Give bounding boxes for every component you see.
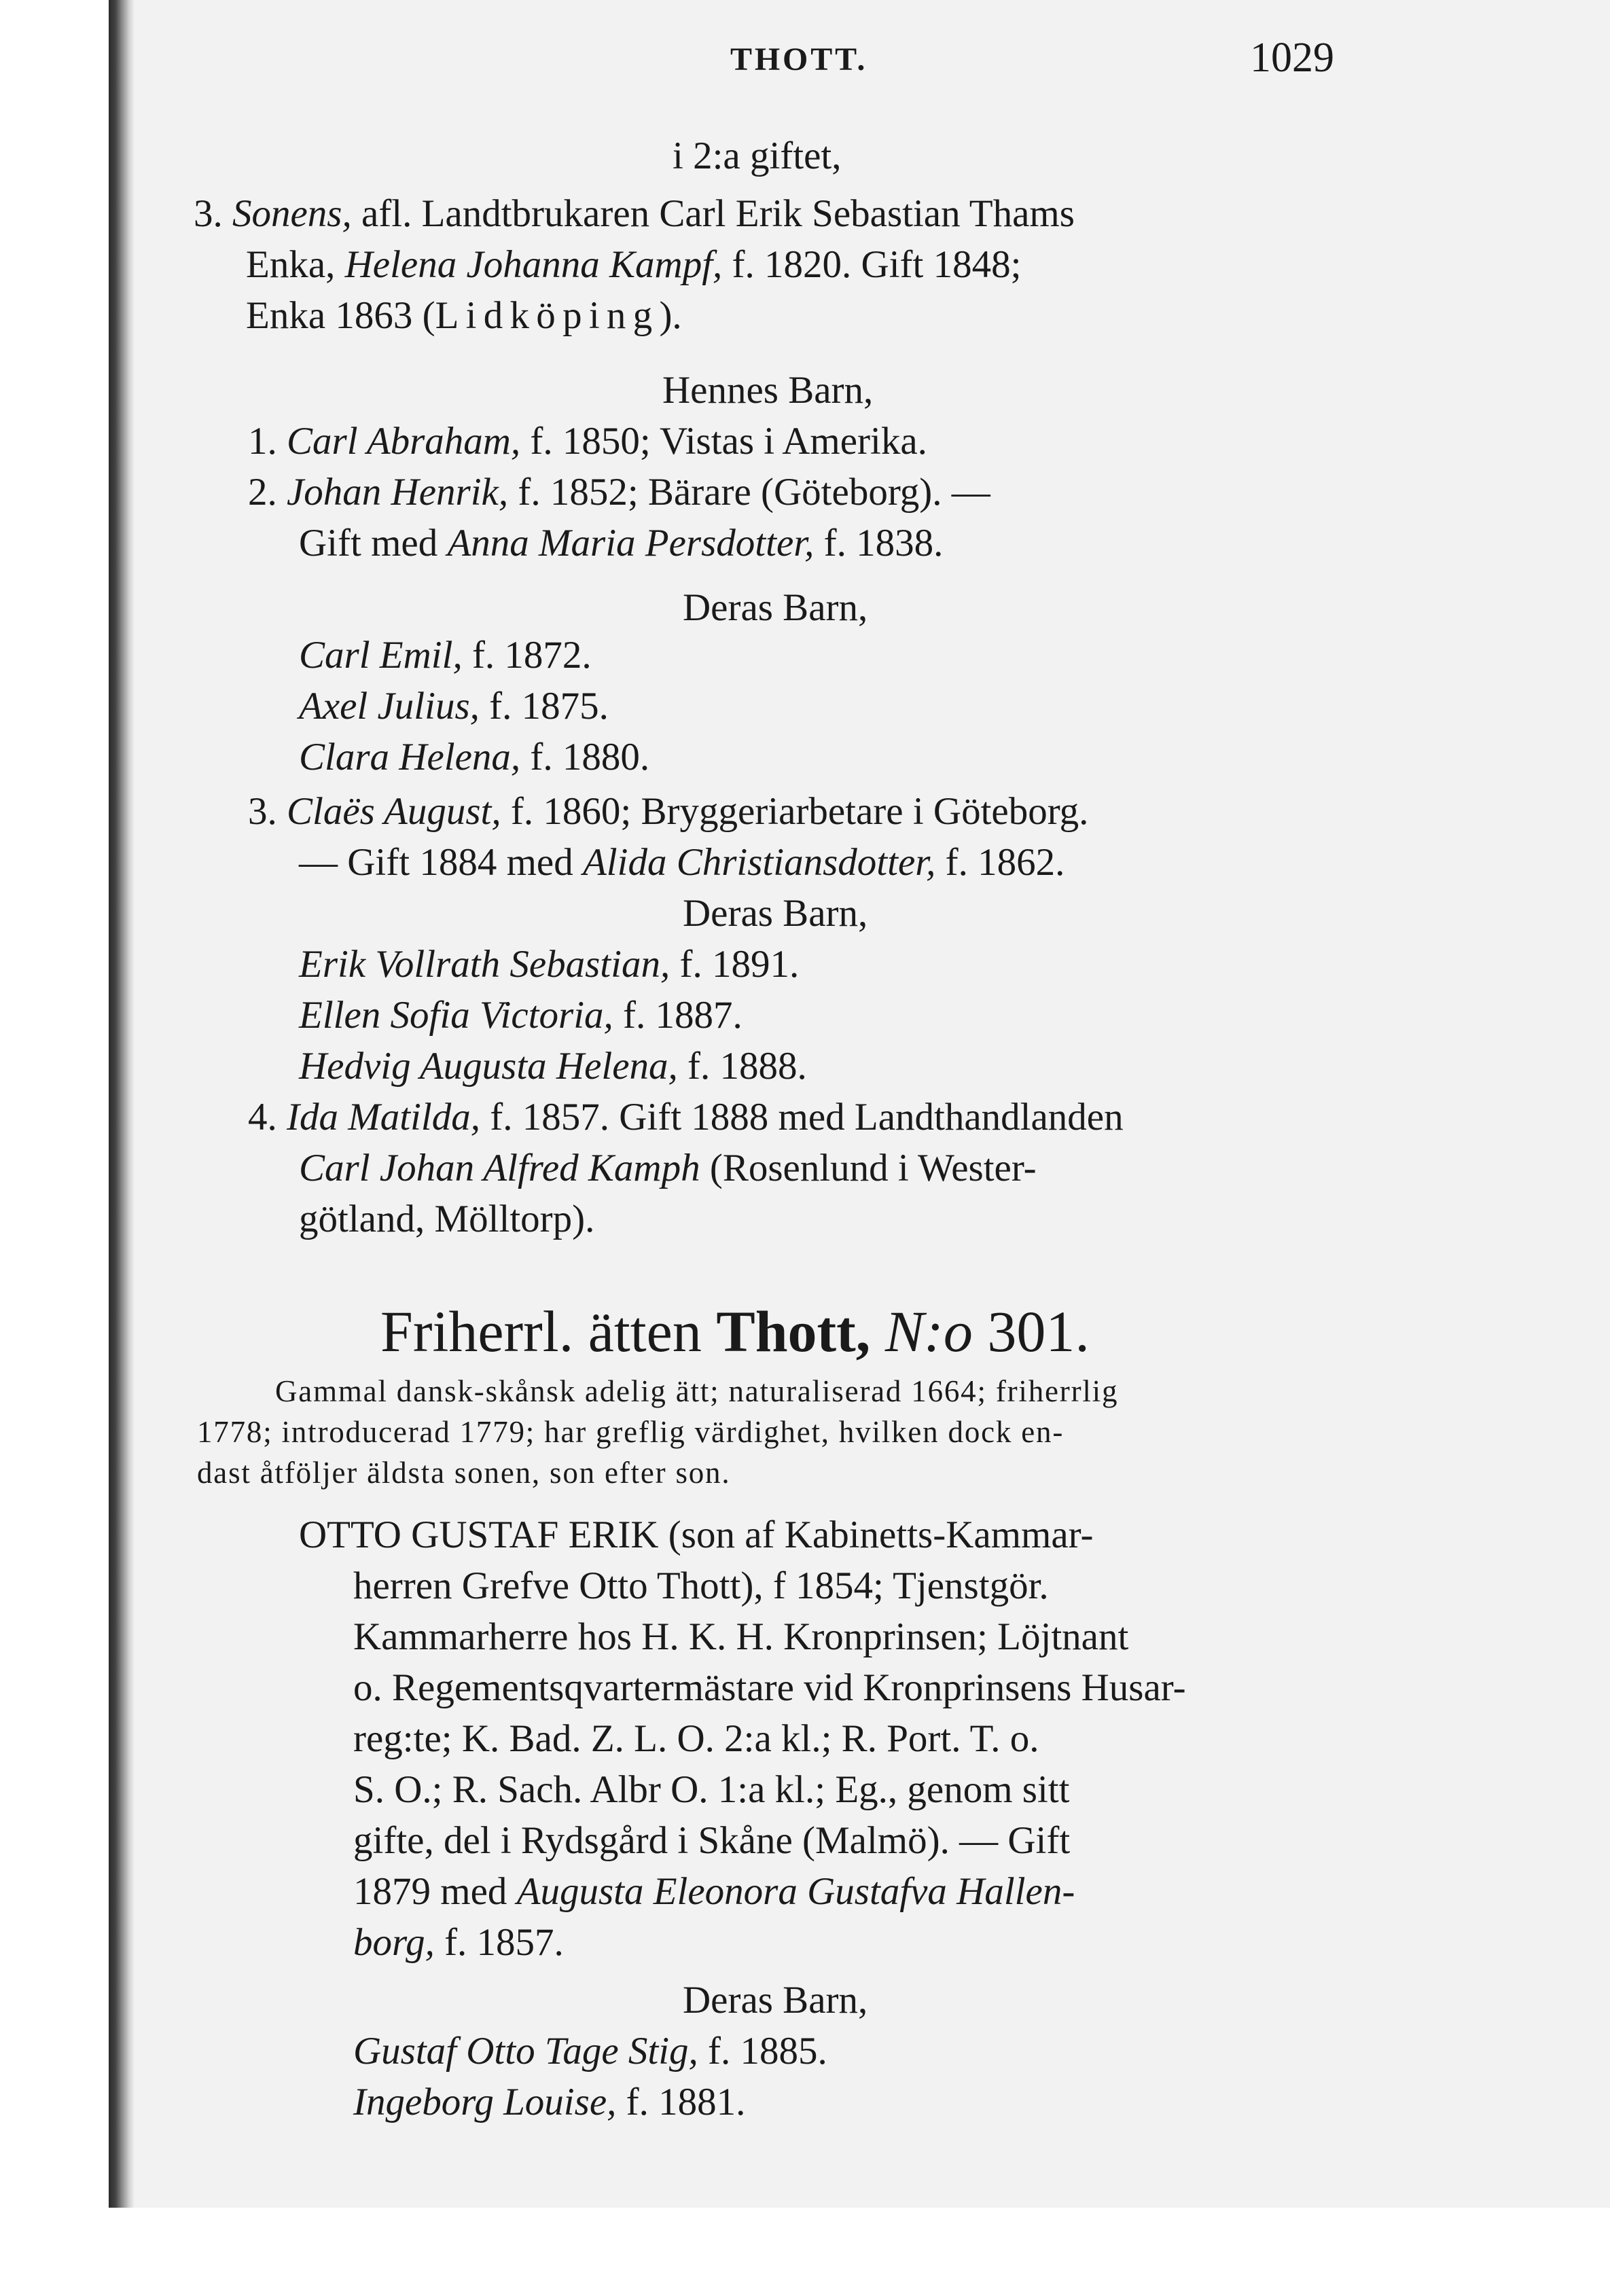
heading-hennes-barn: Hennes Barn,	[662, 369, 874, 412]
running-head: THOTT.	[730, 41, 868, 77]
grandchild-4: Erik Vollrath Sebastian, f. 1891.	[299, 943, 800, 986]
grandchild-6: Hedvig Augusta Helena, f. 1888.	[299, 1045, 807, 1088]
heading-deras-barn-3: Deras Barn,	[683, 1979, 868, 2022]
child-2-line-2: Gift med Anna Maria Persdotter, f. 1838.	[299, 522, 944, 564]
section-intro-line-3: dast åtföljer äldsta sonen, son efter son.	[197, 1456, 731, 1490]
heading-deras-barn-1: Deras Barn,	[683, 586, 868, 629]
grandchild-5: Ellen Sofia Victoria, f. 1887.	[299, 994, 743, 1037]
otto-line-7: gifte, del i Rydsgård i Skåne (Malmö). — Gift	[353, 1819, 1071, 1862]
child-3-line-2: — Gift 1884 med Alida Christiansdotter, f. 1862.	[299, 841, 1065, 884]
child-2: 2. Johan Henrik, f. 1852; Bärare (Göteborg). —	[248, 471, 990, 514]
otto-line-1: OTTO GUSTAF ERIK (son af Kabinetts-Kammar-	[299, 1513, 1094, 1556]
section-title: Friherrl. ätten Thott, N:o 301.	[380, 1299, 1090, 1364]
child-3: 3. Claës August, f. 1860; Bryggeriarbetare i Göteborg.	[248, 790, 1089, 833]
section-intro-line-2: 1778; introducerad 1779; har greflig värdighet, hvilken dock en-	[197, 1415, 1065, 1449]
grandchild-1: Carl Emil, f. 1872.	[299, 634, 592, 677]
entry-3-line-2: Enka, Helena Johanna Kampf, f. 1820. Gift 1848;	[246, 243, 1022, 286]
otto-line-5: reg:te; K. Bad. Z. L. O. 2:a kl.; R. Port. T. o.	[353, 1717, 1039, 1760]
otto-line-4: o. Regementsqvartermästare vid Kronprinsens Husar-	[353, 1666, 1186, 1709]
section-intro-line-1: Gammal dansk-skånsk adelig ätt; naturaliserad 1664; friherrlig	[275, 1374, 1119, 1408]
page-binding-edge	[109, 0, 135, 2208]
child-1: 1. Carl Abraham, f. 1850; Vistas i Amerika.	[248, 420, 927, 463]
page-number: 1029	[1250, 35, 1334, 81]
otto-line-2: herren Grefve Otto Thott), f 1854; Tjenstgör.	[353, 1564, 1049, 1607]
grandchild-3: Clara Helena, f. 1880.	[299, 736, 650, 778]
otto-line-3: Kammarherre hos H. K. H. Kronprinsen; Löjtnant	[353, 1615, 1129, 1658]
otto-line-6: S. O.; R. Sach. Albr O. 1:a kl.; Eg., genom sitt	[353, 1768, 1070, 1811]
heading-deras-barn-2: Deras Barn,	[683, 892, 868, 935]
line-giftet: i 2:a giftet,	[673, 134, 842, 177]
entry-3-line-3: Enka 1863 (Lidköping).	[246, 294, 682, 337]
grandchild-2: Axel Julius, f. 1875.	[299, 685, 609, 728]
child-4-line-3: götland, Mölltorp).	[299, 1198, 595, 1240]
otto-line-8: 1879 med Augusta Eleonora Gustafva Hallen-	[353, 1870, 1075, 1913]
otto-child-1: Gustaf Otto Tage Stig, f. 1885.	[353, 2030, 827, 2073]
child-4-line-2: Carl Johan Alfred Kamph (Rosenlund i Wester-	[299, 1147, 1037, 1189]
entry-3-line-1: 3. Sonens, afl. Landtbrukaren Carl Erik Sebastian Thams	[194, 192, 1075, 235]
otto-child-2: Ingeborg Louise, f. 1881.	[353, 2081, 746, 2123]
child-4: 4. Ida Matilda, f. 1857. Gift 1888 med Landthandlanden	[248, 1096, 1124, 1138]
otto-line-9: borg, f. 1857.	[353, 1921, 564, 1964]
